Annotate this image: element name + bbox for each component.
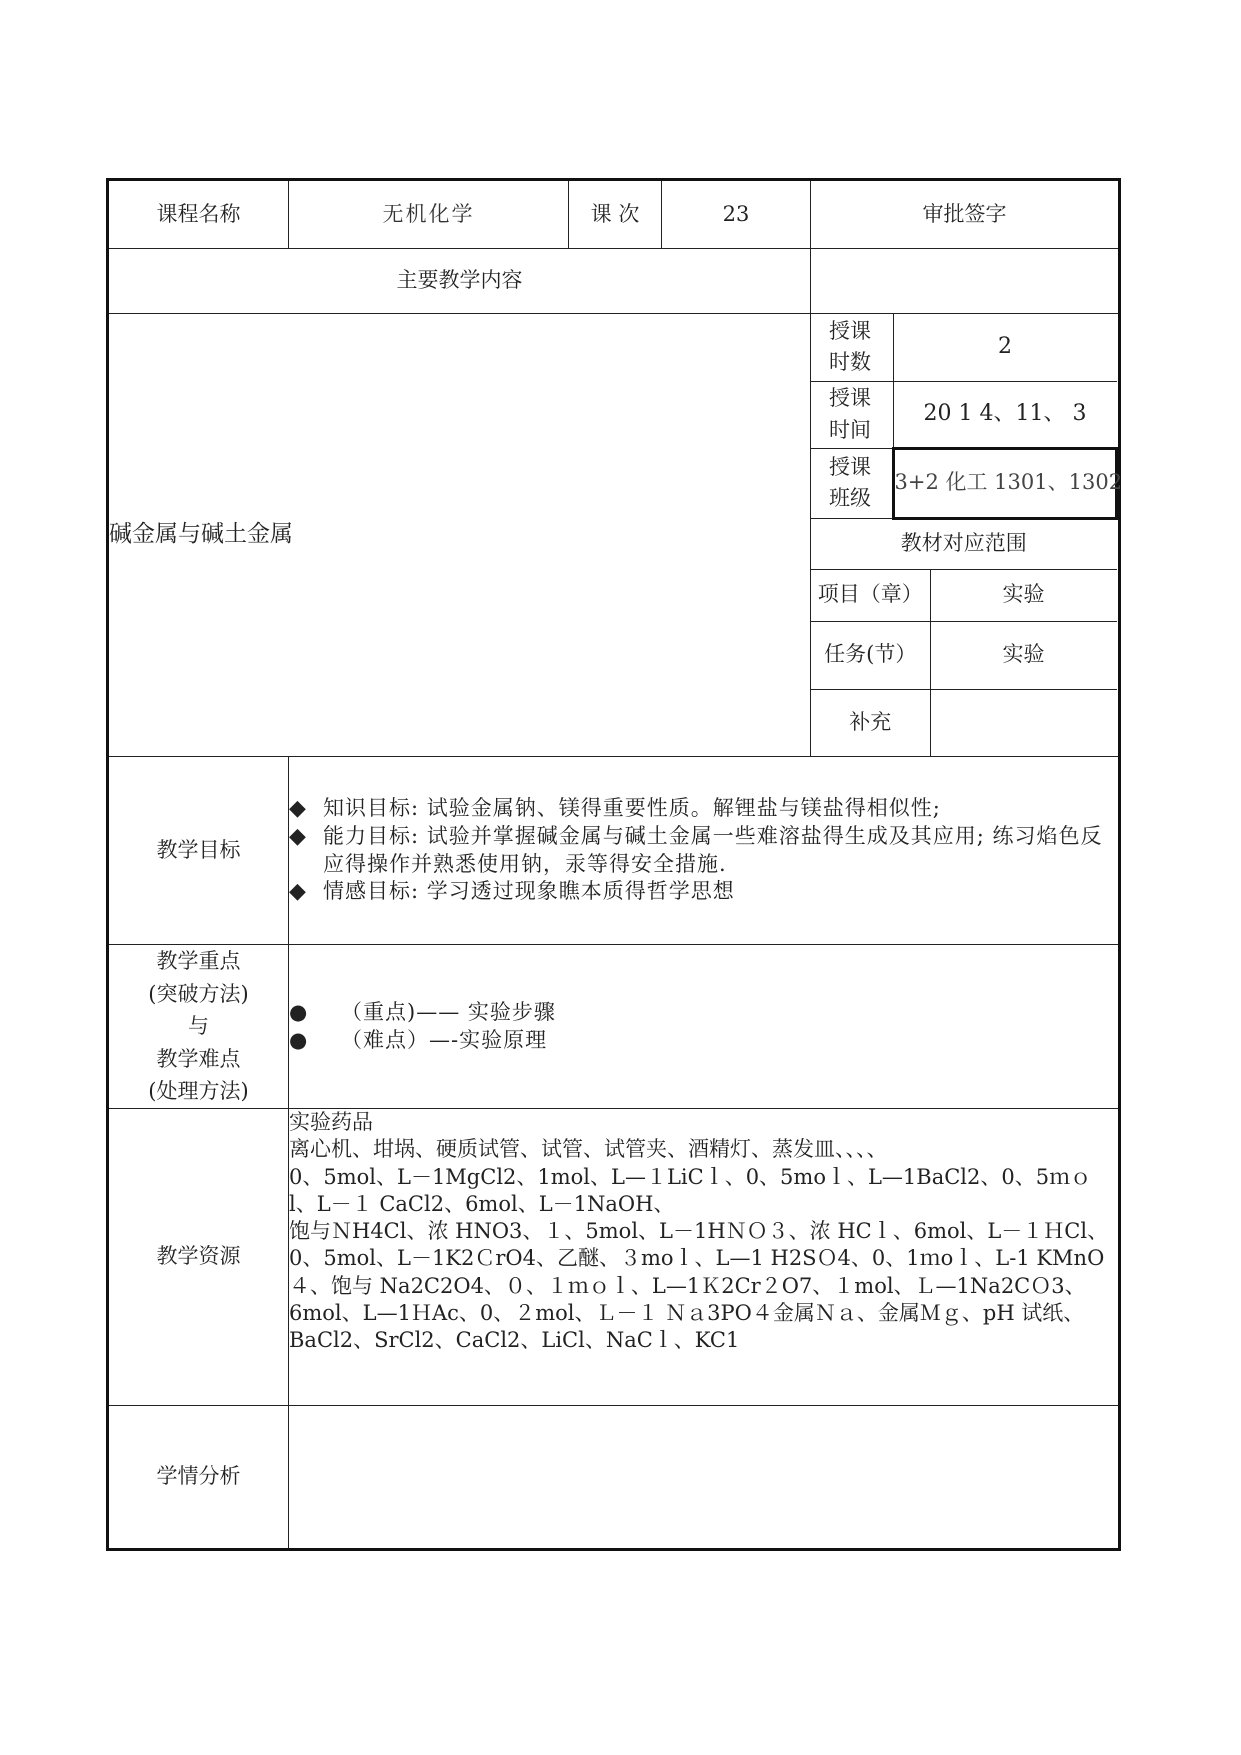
hours-value: 2 [893, 314, 1117, 381]
key-points-row [108, 945, 1120, 1109]
section-label: 任务(节） [811, 621, 930, 689]
goals-label: 教学目标 [108, 757, 289, 945]
key-point-item: ● （难点）—-实验原理 [289, 1027, 1118, 1054]
goal-item: ◆ 能力目标: 试验并掌握碱金属与碱土金属一些难溶盐得生成及其应用; 练习焰色反应得操作并熟悉使用钠，汞等得安全措施. [289, 823, 1118, 878]
range-label: 教材对应范围 [811, 518, 1117, 569]
supplement-value [930, 689, 1117, 756]
resources-line: 0、5mol、L－1MgCl2、1mol、L—１LiCｌ、0、5moｌ、L—1BaCl2、0、5ｍｏl、L－１ CaCl2、6mol、L－1NaOH、 [289, 1164, 1092, 1216]
goal-item: ◆ 情感目标: 学习透过现象瞧本质得哲学思想 [289, 878, 1118, 907]
resources-line: 实验药品 [289, 1110, 373, 1134]
analysis-label: 学情分析 [108, 1406, 289, 1550]
chapter-value: 实验 [930, 569, 1117, 621]
chapter-label: 项目（章） [811, 569, 930, 621]
diamond-bullet-icon: ◆ [289, 824, 307, 850]
analysis-content [289, 1406, 1120, 1550]
header-row [108, 180, 1120, 249]
class-value: 3+2 化工 1301、1302 [893, 448, 1117, 518]
key-points-label: 教学重点 (突破方法) 与 教学难点 (处理方法) [108, 945, 289, 1109]
diamond-bullet-icon: ◆ [289, 795, 307, 821]
key-point-item: ● （重点)—— 实验步骤 [289, 999, 1118, 1026]
diamond-bullet-icon: ◆ [289, 878, 307, 904]
side-info [811, 314, 1123, 757]
class-label: 授课班级 [811, 448, 893, 518]
topic-text: 碱金属与碱土金属 [108, 314, 811, 757]
dot-bullet-icon: ● [289, 1000, 309, 1025]
resources-line: 饱与ＮH4Cl、浓 HNO3、１、5mol、L－1HＮＯ３、浓 HCｌ、6mol、L－１ＨCl、0、5mol、L－1K2ＣrO4、乙醚、３moｌ、L—1 H2SＯ4、0、1ｍoｌ、L-1 KMnO４、饱与 Na2C2O4、０、１ｍｏｌ、L—1Ｋ2Cr２O7、１mol、Ｌ—1Na2CＯ3、6mol、L—1ＨAc、0、２mol、Ｌ－１ Ｎａ3PO４金属Ｎａ、金属Ｍｇ、pH 试纸、BaCl2、SrCl2、CaCl2、LiCl、NaCｌ、KC1 [289, 1219, 1109, 1353]
side-info-table [811, 314, 1123, 756]
session-value: 23 [662, 180, 811, 249]
date-value: 20 1 4、11、 3 [893, 381, 1117, 448]
approval-label: 审批签字 [811, 180, 1120, 249]
resources-content [289, 1109, 1120, 1406]
session-label: 课 次 [569, 180, 662, 249]
resources-row [108, 1109, 1120, 1406]
main-content-label-row [108, 249, 1120, 314]
hours-label: 授课时数 [811, 314, 893, 381]
dot-bullet-icon: ● [289, 1027, 309, 1052]
section-value: 实验 [930, 621, 1117, 689]
course-name: 无机化学 [289, 180, 569, 249]
date-label: 授课时间 [811, 381, 893, 448]
key-points-content [289, 945, 1120, 1109]
topic-row [108, 314, 1120, 757]
resources-line: 离心机、坩埚、硬质试管、试管、试管夹、酒精灯、蒸发皿、、、、 [289, 1137, 888, 1162]
approval-signature-area [811, 249, 1120, 314]
goals-row [108, 757, 1120, 945]
goals-content [289, 757, 1120, 945]
course-label: 课程名称 [108, 180, 289, 249]
lesson-plan-table [106, 178, 1121, 1551]
main-content-label: 主要教学内容 [108, 249, 811, 314]
resources-label: 教学资源 [108, 1109, 289, 1406]
supplement-label: 补充 [811, 689, 930, 756]
goal-item: ◆ 知识目标: 试验金属钠、镁得重要性质。解锂盐与镁盐得相似性; [289, 795, 1118, 824]
analysis-row [108, 1406, 1120, 1550]
